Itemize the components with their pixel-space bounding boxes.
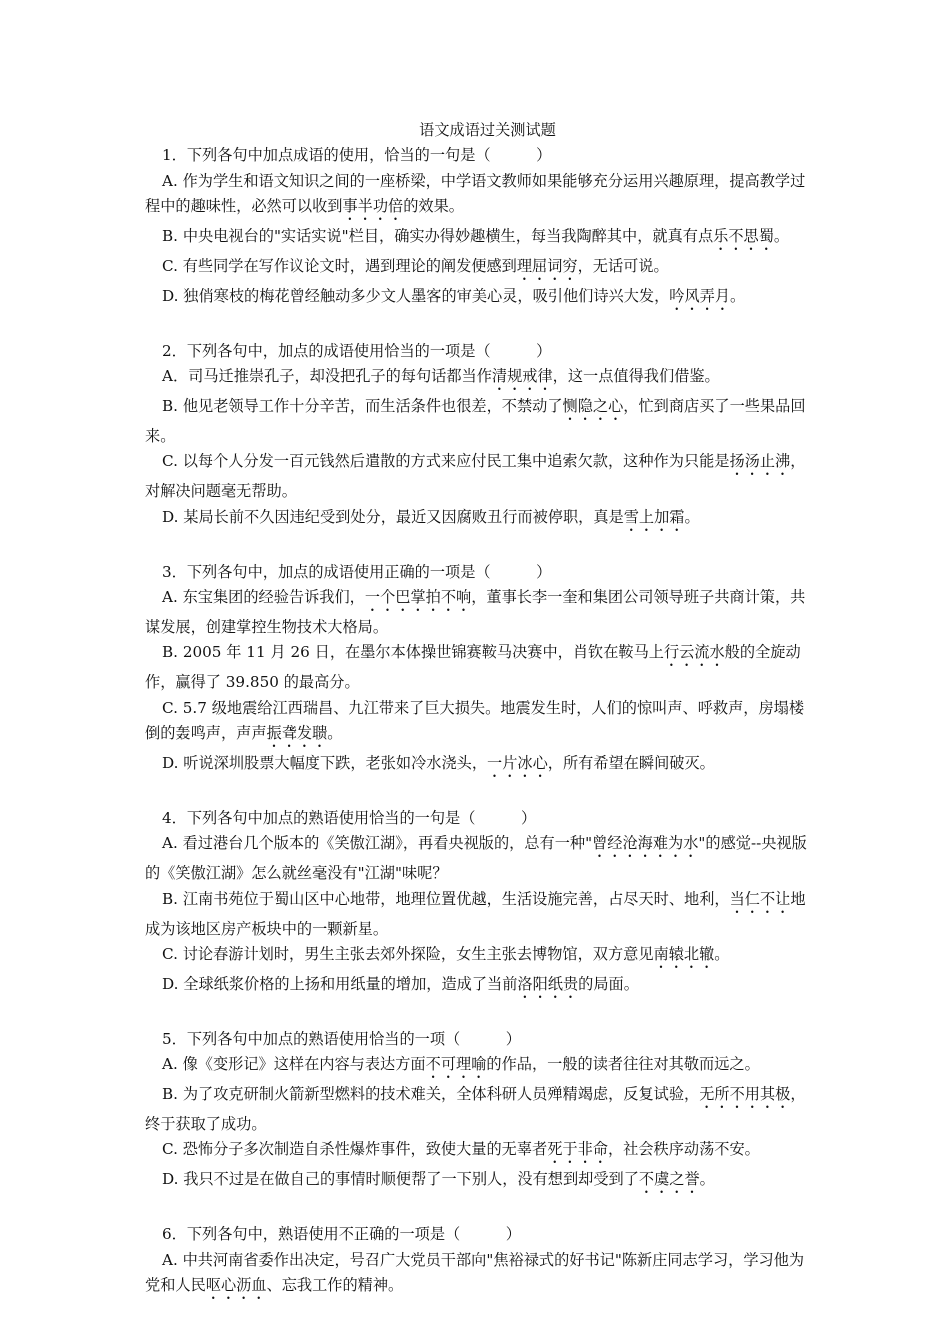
idiom: 吟风弄月 — [669, 286, 731, 305]
option: B. 江南书苑位于蜀山区中心地带，地理位置优越，生活设施完善，占尽天时、地利，当仁不让地成为该地区房产板块中的一颗新星。 — [145, 889, 806, 938]
option: A. 作为学生和语文知识之间的一座桥梁，中学语文教师如果能够充分运用兴趣原理，提高教学过程中的趣味性，必然可以收到事半功倍的效果。 — [145, 171, 806, 215]
spacer — [145, 314, 810, 339]
idiom: 呕心沥血 — [205, 1276, 267, 1295]
spacer — [145, 1197, 810, 1222]
option: C. 有些同学在写作议论文时，遇到理论的阐发便感到理屈词穷，无话可说。 — [162, 256, 669, 275]
option: D. 某局长前不久因违纪受到处分，最近又因腐败丑行而被停职，真是雪上加霜。 — [162, 507, 700, 526]
option: A. 东宝集团的经验告诉我们，一个巴掌拍不响，董事长李一奎和集团公司领导班子共商计策，共谋发展，创建掌控生物技术大格局。 — [145, 588, 806, 637]
option: A. 像《变形记》这样在内容与表达方面不可理喻的作品，一般的读者往往对其敬而远之。 — [162, 1055, 760, 1074]
idiom: 死于非命 — [547, 1140, 608, 1159]
idiom: 振聋发聩 — [266, 723, 328, 742]
option: B. 中央电视台的"实话实说"栏目，确实办得妙趣横生，每当我陶醉其中，就真有点乐不思蜀。 — [162, 226, 790, 245]
option: C. 以每个人分发一百元钱然后遣散的方式来应付民工集中追索欠款，这种作为只能是扬汤止沸，对解决问题毫无帮助。 — [145, 452, 806, 501]
idiom: 理屈词穷 — [516, 256, 578, 275]
idiom: 不可理喻 — [425, 1055, 487, 1074]
option: B. 他见老领导工作十分辛苦，而生活条件也很差，不禁动了恻隐之心，忙到商店买了一些果品回来。 — [145, 397, 806, 446]
idiom: 一片冰心 — [487, 753, 548, 772]
option: D. 全球纸浆价格的上扬和用纸量的增加，造成了当前洛阳纸贵的局面。 — [162, 974, 639, 993]
idiom: 清规戒律 — [491, 367, 553, 386]
page-title: 语文成语过关测试题 — [419, 121, 556, 139]
idiom: 乐不思蜀 — [713, 226, 774, 245]
idiom: 恻隐之心 — [562, 397, 624, 416]
option: D. 独俏寒枝的梅花曾经触动多少文人墨客的审美心灵，吸引他们诗兴大发，吟风弄月。 — [162, 286, 746, 305]
option: C. 讨论春游计划时，男生主张去郊外探险，女生主张去博物馆，双方意见南辕北辙。 — [162, 944, 730, 963]
question-stem: 4．下列各句中加点的熟语使用恰当的一句是（ ） — [162, 808, 537, 827]
document-page — [145, 118, 810, 1303]
idiom: 事半功倍 — [342, 196, 404, 215]
spacer — [145, 535, 810, 560]
option: C. 恐怖分子多次制造自杀性爆炸事件，致使大量的无辜者死于非命，社会秩序动荡不安。 — [162, 1140, 760, 1159]
idiom: 雪上加霜 — [623, 507, 685, 526]
question-stem: 1．下列各句中加点成语的使用，恰当的一句是（ ） — [162, 146, 552, 165]
spacer — [145, 1002, 810, 1027]
spacer — [145, 781, 810, 806]
question-stem: 2．下列各句中，加点的成语使用恰当的一项是（ ） — [162, 341, 552, 360]
idiom: 南辕北辙 — [653, 944, 715, 963]
option: A．司马迁推崇孔子，却没把孔子的每句话都当作清规戒律，这一点值得我们借鉴。 — [162, 367, 720, 386]
option: A. 中共河南省委作出决定，号召广大党员干部向"焦裕禄式的好书记"陈新庄同志学习，学习他为党和人民呕心沥血、忘我工作的精神。 — [145, 1250, 805, 1295]
idiom: 扬汤止沸 — [729, 452, 791, 471]
question-stem: 5．下列各句中加点的熟语使用恰当的一项（ ） — [162, 1029, 521, 1048]
idiom: 不虞之誉 — [638, 1170, 700, 1189]
idiom: 当仁不让 — [729, 889, 791, 908]
question-stem: 6．下列各句中，熟语使用不正确的一项是（ ） — [162, 1225, 521, 1244]
option: B. 为了攻克研制火箭新型燃料的技术难关，全体科研人员殚精竭虑，反复试验，无所不用其极，终于获取了成功。 — [145, 1085, 806, 1134]
idiom: 洛阳纸贵 — [517, 974, 579, 993]
idiom: 一个巴掌拍不响 — [364, 588, 472, 607]
option: B. 2005 年 11 月 26 日，在墨尔本体操世锦赛鞍马决赛中，肖钦在鞍马上行云流水般的全旋动作，赢得了 39.850 的最高分。 — [145, 643, 801, 692]
option: D. 听说深圳股票大幅度下跌，老张如冷水浇头，一片冰心，所有希望在瞬间破灭。 — [162, 753, 715, 772]
question-stem: 3．下列各句中，加点的成语使用正确的一项是（ ） — [162, 562, 552, 581]
option: A. 看过港台几个版本的《笑傲江湖》，再看央视版的，总有一种"曾经沧海难为水"的感觉--央视版的《笑傲江湖》怎么就丝毫没有"江湖"味呢？ — [145, 834, 807, 883]
idiom: 曾经沧海难为水 — [592, 834, 699, 853]
idiom: 无所不用其极 — [699, 1085, 791, 1104]
option: C. 5.7 级地震给江西瑞昌、九江带来了巨大损失。地震发生时，人们的惊叫声、呼救声，房塌楼倒的轰鸣声，声声振聋发聩。 — [145, 698, 805, 742]
option: D. 我只不过是在做自己的事情时顺便帮了一下别人，没有想到却受到了不虞之誉。 — [162, 1170, 715, 1189]
idiom: 行云流水 — [663, 643, 725, 662]
